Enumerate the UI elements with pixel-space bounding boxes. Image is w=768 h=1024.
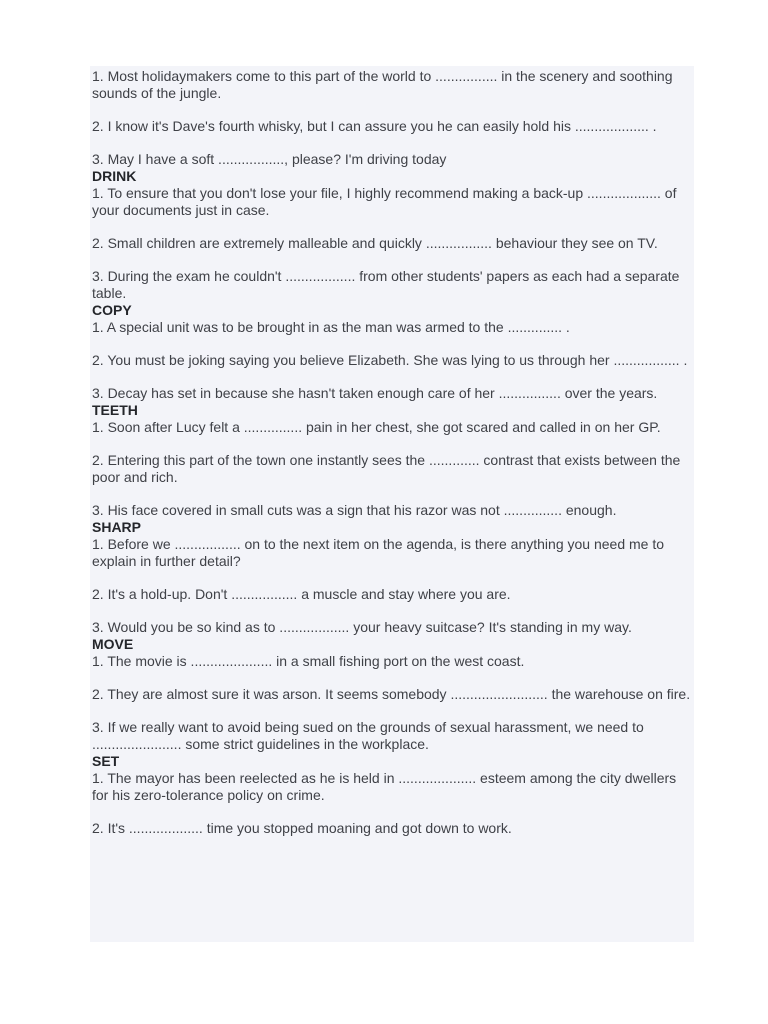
question-item: 1. To ensure that you don't lose your file, I highly recommend making a back-up ................... of your documents just in case. [92,185,677,218]
question-item: 3. Decay has set in because she hasn't taken enough care of her ................ over the years. [92,385,658,401]
question-item: 3. If we really want to avoid being sued on the grounds of sexual harassment, we need to ....................... some strict guidelines in the workplace. [92,719,644,752]
answer-heading: MOVE [92,636,134,652]
question-item: 2. It's a hold-up. Don't ................. a muscle and stay where you are. [92,586,511,602]
question-item: 2. It's ................... time you stopped moaning and got down to work. [92,820,512,836]
question-item: 1. The mayor has been reelected as he is held in .................... esteem among the city dwellers for his zero-tolerance policy on crime. [92,770,677,803]
question-item: 3. His face covered in small cuts was a sign that his razor was not ............... enough. [92,502,617,518]
question-item: 1. Soon after Lucy felt a ............... pain in her chest, she got scared and called in on her GP. [92,419,661,435]
question-item: 2. I know it's Dave's fourth whisky, but I can assure you he can easily hold his ................... . [92,118,657,134]
question-item: 2. Entering this part of the town one instantly sees the ............. contrast that exists between the poor and rich. [92,452,681,485]
question-item: 2. They are almost sure it was arson. It seems somebody ......................... the warehouse on fire. [92,686,691,702]
document-page [90,66,694,942]
answer-heading: SHARP [92,519,142,535]
question-item: 3. During the exam he couldn't .................. from other students' papers as each had a separate table. [92,268,680,301]
exercise-content [92,68,694,837]
question-item: 1. The movie is ..................... in a small fishing port on the west coast. [92,653,525,669]
answer-heading: COPY [92,302,132,318]
question-item: 3. May I have a soft ................., please? I'm driving today [92,151,447,167]
answer-heading: DRINK [92,168,137,184]
question-item: 1. A special unit was to be brought in as the man was armed to the .............. . [92,319,570,335]
question-item: 1. Before we ................. on to the next item on the agenda, is there anything you need me to explain in further detail? [92,536,665,569]
question-item: 2. You must be joking saying you believe Elizabeth. She was lying to us through her ................. . [92,352,688,368]
question-item: 3. Would you be so kind as to .................. your heavy suitcase? It's standing in my way. [92,619,632,635]
question-item: 1. Most holidaymakers come to this part of the world to ................ in the scenery and soothing sounds of the jungle. [92,68,673,101]
question-item: 2. Small children are extremely malleable and quickly ................. behaviour they see on TV. [92,235,658,251]
answer-heading: SET [92,753,120,769]
answer-heading: TEETH [92,402,138,418]
